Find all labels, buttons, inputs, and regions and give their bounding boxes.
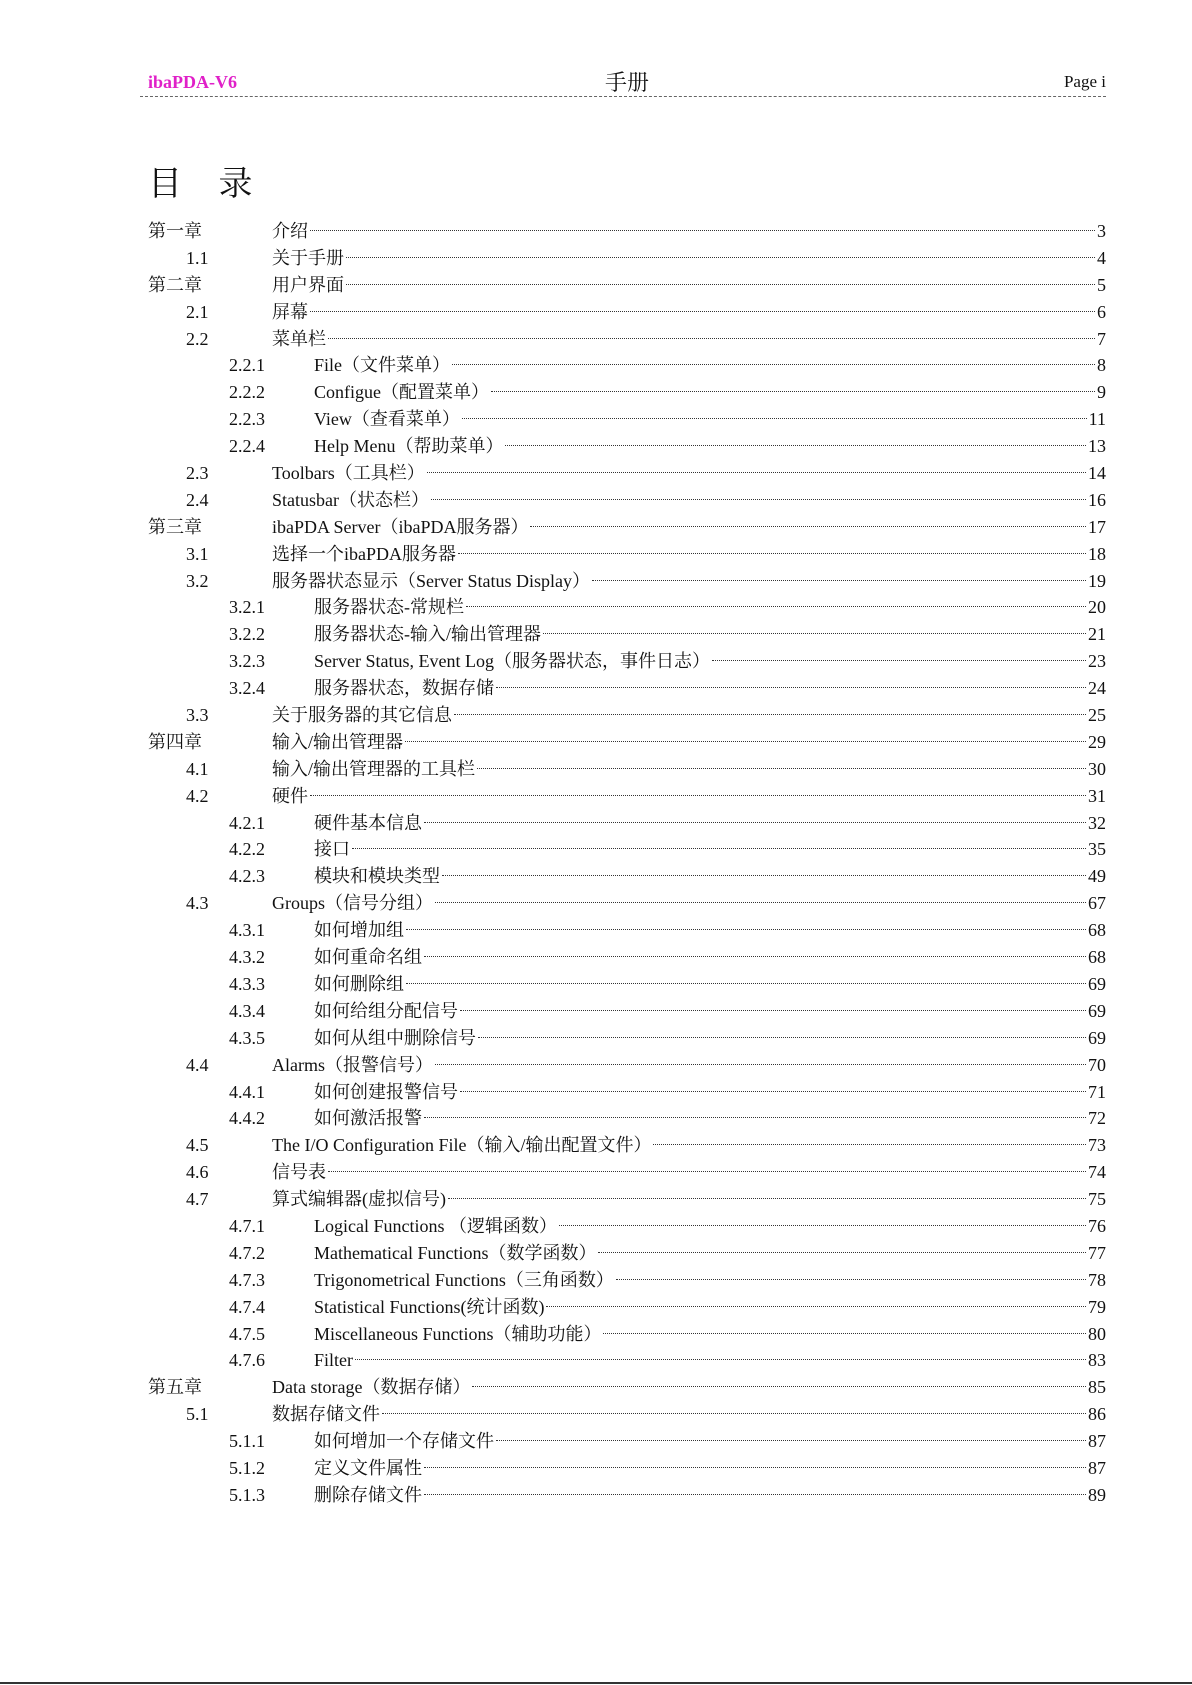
toc-entry-line: [314, 1482, 1106, 1509]
toc-entry-page: 68: [1088, 947, 1106, 968]
toc-entry-title: 模块和模块类型: [314, 866, 440, 887]
toc-entry-line: [314, 352, 1106, 379]
header-manual-title: 手册: [604, 70, 649, 95]
toc-entry-page: 24: [1088, 678, 1106, 699]
toc-entry[interactable]: [0, 487, 1192, 514]
toc-entry-page: 19: [1088, 570, 1106, 591]
toc-entry[interactable]: [0, 541, 1192, 568]
toc-dot-leader: [559, 1225, 1086, 1226]
toc-entry[interactable]: [0, 998, 1192, 1025]
toc-entry[interactable]: [0, 810, 1192, 837]
toc-dot-leader: [427, 472, 1086, 473]
toc-dot-leader: [460, 1010, 1086, 1011]
toc-entry-line: [314, 594, 1106, 621]
toc-entry-page: 75: [1088, 1189, 1106, 1210]
toc-entry-number: 5.1: [186, 1404, 209, 1425]
toc-entry[interactable]: [0, 971, 1192, 998]
toc-entry-page: 16: [1088, 489, 1106, 510]
toc-entry-number: 3.2.1: [229, 597, 265, 618]
toc-entry[interactable]: [0, 1025, 1192, 1052]
toc-entry-number: 第二章: [148, 274, 202, 295]
toc-entry-title: File（文件菜单）: [314, 355, 451, 376]
toc-dot-leader: [442, 875, 1086, 876]
toc-entry-line: [314, 1079, 1106, 1106]
toc-entry-line: [272, 1374, 1106, 1401]
toc-entry[interactable]: [0, 1401, 1192, 1428]
toc-entry-number: 第四章: [148, 731, 202, 752]
toc-entry-title: Statistical Functions(统计函数): [314, 1296, 545, 1317]
toc-dot-leader: [472, 1386, 1086, 1387]
toc-entry-number: 4.7.1: [229, 1215, 265, 1236]
toc-entry-number: 3.1: [186, 543, 209, 564]
toc-entry[interactable]: [0, 1105, 1192, 1132]
toc-dot-leader: [431, 499, 1086, 500]
toc-dot-leader: [452, 364, 1095, 365]
toc-dot-leader: [458, 553, 1086, 554]
toc-dot-leader: [435, 902, 1086, 903]
toc-entry-page: 76: [1088, 1215, 1106, 1236]
toc-dot-leader: [310, 795, 1086, 796]
toc-entry-title: 如何从组中删除信号: [314, 1027, 476, 1048]
toc-entry-page: 73: [1088, 1135, 1106, 1156]
toc-entry[interactable]: [0, 756, 1192, 783]
toc-entry-number: 第一章: [148, 221, 202, 241]
toc-entry-page: 68: [1088, 920, 1106, 941]
toc-entry-number: 4.7.4: [229, 1296, 265, 1317]
toc-entry-page: 80: [1088, 1323, 1106, 1344]
toc-entry-line: [314, 1240, 1106, 1267]
toc-entry-line: [314, 648, 1106, 675]
toc-dot-leader: [653, 1144, 1086, 1145]
toc-entry[interactable]: [0, 326, 1192, 353]
toc-entry-line: [272, 245, 1106, 272]
toc-entry-number: 4.3.4: [229, 1000, 265, 1021]
toc-entry-line: [272, 729, 1106, 756]
toc-dot-leader: [424, 1117, 1086, 1118]
toc-entry-title: 如何激活报警: [314, 1108, 422, 1129]
toc-entry[interactable]: [0, 1294, 1192, 1321]
toc-entry-number: 4.3.2: [229, 947, 265, 968]
toc-dot-leader: [406, 983, 1086, 984]
toc-entry-title: Mathematical Functions（数学函数）: [314, 1242, 597, 1263]
toc-entry[interactable]: [0, 1240, 1192, 1267]
toc-entry-number: 4.7.5: [229, 1323, 265, 1344]
toc-entry-line: [314, 675, 1106, 702]
toc-dot-leader: [546, 1306, 1086, 1307]
toc-dot-leader: [346, 284, 1095, 285]
toc-entry-line: [272, 702, 1106, 729]
toc-entry-number: 2.3: [186, 463, 209, 484]
toc-entry-line: [314, 1455, 1106, 1482]
toc-entry-page: 20: [1088, 597, 1106, 618]
toc-entry[interactable]: [0, 675, 1192, 702]
toc-entry-number: 4.7.2: [229, 1242, 265, 1263]
toc-entry-number: 4.2.2: [229, 839, 265, 860]
toc-entry[interactable]: [0, 783, 1192, 810]
toc-entry-line: [314, 1294, 1106, 1321]
toc-entry-page: 79: [1088, 1296, 1106, 1317]
toc-entry-line: [314, 917, 1106, 944]
toc-entry-number: 4.7: [186, 1189, 209, 1210]
toc-entry-page: 29: [1088, 731, 1106, 752]
toc-dot-leader: [462, 418, 1087, 419]
toc-dot-leader: [355, 1359, 1086, 1360]
toc-entry[interactable]: [0, 1347, 1192, 1374]
toc-entry-title: 用户界面: [272, 274, 344, 295]
toc-entry-title: Alarms（报警信号）: [272, 1054, 433, 1075]
toc-dot-leader: [454, 714, 1086, 715]
toc-entry-page: 69: [1088, 1000, 1106, 1021]
toc-entry-line: [272, 487, 1106, 514]
toc-entry-title: 硬件基本信息: [314, 812, 422, 833]
toc-entry-page: 35: [1088, 839, 1106, 860]
toc-entry-line: [272, 514, 1106, 541]
toc-entry-page: 23: [1088, 651, 1106, 672]
toc-entry-line: [314, 379, 1106, 406]
toc-entry-line: [314, 836, 1106, 863]
toc-entry-number: 4.3.3: [229, 973, 265, 994]
toc-dot-leader: [382, 1413, 1086, 1414]
toc-entry-number: 1.1: [186, 247, 209, 268]
toc-entry-number: 5.1.2: [229, 1457, 265, 1478]
toc-entry[interactable]: [0, 460, 1192, 487]
toc-entry-title: 服务器状态，数据存储: [314, 678, 494, 699]
toc-entry-title: 关于服务器的其它信息: [272, 705, 452, 726]
toc-dot-leader: [424, 1494, 1086, 1495]
toc-dot-leader: [712, 660, 1086, 661]
toc-entry[interactable]: [0, 594, 1192, 621]
toc-entry[interactable]: [0, 836, 1192, 863]
toc-entry-title: 数据存储文件: [272, 1404, 380, 1425]
toc-entry-page: 11: [1088, 409, 1106, 430]
toc-entry[interactable]: [0, 1132, 1192, 1159]
toc-entry-title: Configue（配置菜单）: [314, 382, 489, 403]
toc-entry[interactable]: [0, 568, 1192, 595]
toc-dot-leader: [310, 230, 1095, 231]
toc-entry-number: 3.2: [186, 570, 209, 591]
toc-dot-leader: [352, 848, 1086, 849]
toc-entry-line: [272, 299, 1106, 326]
toc-entry[interactable]: [0, 272, 1192, 299]
toc-entry-number: 3.3: [186, 705, 209, 726]
toc-dot-leader: [405, 741, 1086, 742]
toc-entry-number: 2.1: [186, 301, 209, 322]
toc-entry-number: 3.2.2: [229, 624, 265, 645]
header-product-name: ibaPDA-V6: [148, 72, 237, 92]
toc-entry[interactable]: [0, 1428, 1192, 1455]
toc-entry-title: 服务器状态-常规栏: [314, 597, 464, 618]
toc-entry[interactable]: [0, 352, 1192, 379]
toc-dot-leader: [477, 768, 1086, 769]
toc-entry[interactable]: [0, 1079, 1192, 1106]
toc-entry-title: 算式编辑器(虚拟信号): [272, 1189, 446, 1210]
toc-entry-line: [272, 890, 1106, 917]
toc-entry-line: [272, 568, 1106, 595]
toc-entry[interactable]: [0, 890, 1192, 917]
toc-dot-leader: [346, 257, 1095, 258]
toc-entry-line: [272, 756, 1106, 783]
toc-entry-number: 4.4.1: [229, 1081, 265, 1102]
toc-entry[interactable]: [0, 1267, 1192, 1294]
toc-entry-title: Trigonometrical Functions（三角函数）: [314, 1269, 614, 1290]
toc-entry-page: 69: [1088, 1027, 1106, 1048]
toc-entry-line: [314, 1321, 1106, 1348]
toc-entry[interactable]: [0, 702, 1192, 729]
toc-entry-title: 输入/输出管理器: [272, 731, 404, 752]
toc-entry-number: 2.2.1: [229, 355, 265, 376]
page-header: [148, 64, 1106, 98]
toc-entry-title: 选择一个ibaPDA服务器: [272, 543, 456, 564]
toc-entry-title: 介绍: [272, 221, 308, 241]
toc-dot-leader: [424, 822, 1086, 823]
toc-entry-title: 关于手册: [272, 247, 344, 268]
toc-entry-title: Groups（信号分组）: [272, 893, 433, 914]
toc-entry-page: 67: [1088, 893, 1106, 914]
toc-entry-number: 4.2.3: [229, 866, 265, 887]
toc-entry-number: 5.1.1: [229, 1431, 265, 1452]
toc-entry[interactable]: [0, 1482, 1192, 1509]
toc-entry-page: 70: [1088, 1054, 1106, 1075]
toc-entry-page: 31: [1088, 785, 1106, 806]
toc-dot-leader: [598, 1252, 1086, 1253]
toc-entry-line: [272, 1186, 1106, 1213]
toc-dot-leader: [491, 391, 1095, 392]
toc-entry-page: 13: [1088, 436, 1106, 457]
toc-dot-leader: [505, 445, 1086, 446]
toc-entry-page: 9: [1097, 382, 1106, 403]
toc-entry-line: [314, 1025, 1106, 1052]
toc-entry-number: 第三章: [148, 516, 202, 537]
toc-entry-title: 接口: [314, 839, 350, 860]
toc-entry-line: [314, 944, 1106, 971]
toc-entry-title: ibaPDA Server（ibaPDA服务器）: [272, 516, 529, 537]
toc-entry-title: 删除存储文件: [314, 1484, 422, 1505]
toc-dot-leader: [530, 526, 1086, 527]
toc-entry-number: 5.1.3: [229, 1484, 265, 1505]
toc-entry[interactable]: [0, 1321, 1192, 1348]
toc-dot-leader: [478, 1037, 1086, 1038]
toc-title: 目 录: [148, 166, 267, 203]
toc-entry-page: 49: [1088, 866, 1106, 887]
toc-entry-title: Help Menu（帮助菜单）: [314, 436, 504, 457]
toc-entry-page: 74: [1088, 1162, 1106, 1183]
toc-entry-page: 6: [1097, 301, 1106, 322]
toc-entry-title: 如何创建报警信号: [314, 1081, 458, 1102]
toc-entry-page: 72: [1088, 1108, 1106, 1129]
toc-entry-number: 4.3.1: [229, 920, 265, 941]
toc-entry-number: 4.3.5: [229, 1027, 265, 1048]
toc-entry-line: [314, 1213, 1106, 1240]
toc-dot-leader: [496, 687, 1086, 688]
toc-dot-leader: [496, 1440, 1086, 1441]
toc-entry-line: [272, 218, 1106, 245]
toc-entry-page: 14: [1088, 463, 1106, 484]
page-bottom-border: [0, 1682, 1192, 1684]
toc-entry-line: [272, 1401, 1106, 1428]
toc-entry-page: 4: [1097, 247, 1106, 268]
toc-entry-line: [314, 863, 1106, 890]
toc-entry[interactable]: [0, 1374, 1192, 1401]
toc-entry-number: 4.3: [186, 893, 209, 914]
toc-entry[interactable]: [0, 379, 1192, 406]
toc-entry-page: 69: [1088, 973, 1106, 994]
toc-entry[interactable]: [0, 218, 1192, 245]
toc-entry-title: 屏幕: [272, 301, 308, 322]
toc-entry-number: 4.7.3: [229, 1269, 265, 1290]
toc-dot-leader: [466, 606, 1086, 607]
toc-entry-title: Server Status, Event Log（服务器状态，事件日志）: [314, 651, 710, 672]
toc-entry-line: [314, 406, 1106, 433]
toc-entry-title: View（查看菜单）: [314, 409, 460, 430]
toc-entry[interactable]: [0, 863, 1192, 890]
toc-entry[interactable]: [0, 648, 1192, 675]
toc-entry-line: [314, 1267, 1106, 1294]
toc-entry-title: 如何重命名组: [314, 947, 422, 968]
toc-entry-line: [272, 272, 1106, 299]
toc-entry[interactable]: [0, 1052, 1192, 1079]
toc-entry-title: 如何增加一个存储文件: [314, 1431, 494, 1452]
toc-entry-page: 17: [1088, 516, 1106, 537]
toc-entry[interactable]: [0, 245, 1192, 272]
toc-entry-number: 4.4: [186, 1054, 209, 1075]
toc-dot-leader: [424, 1467, 1086, 1468]
toc-entry-number: 2.2.3: [229, 409, 265, 430]
toc-entry-title: 服务器状态显示（Server Status Display）: [272, 570, 590, 591]
toc-entry-title: 定义文件属性: [314, 1457, 422, 1478]
toc-dot-leader: [448, 1198, 1086, 1199]
toc-entry-line: [314, 998, 1106, 1025]
toc-entry[interactable]: [0, 917, 1192, 944]
toc-entry-title: 信号表: [272, 1162, 326, 1183]
toc-entry-number: 4.4.2: [229, 1108, 265, 1129]
toc-dot-leader: [603, 1333, 1086, 1334]
table-of-contents: [0, 218, 1192, 1509]
toc-entry-title: Logical Functions （逻辑函数）: [314, 1215, 557, 1236]
toc-entry-number: 4.6: [186, 1162, 209, 1183]
toc-entry-title: 菜单栏: [272, 328, 326, 349]
toc-dot-leader: [592, 580, 1086, 581]
toc-entry-title: 如何增加组: [314, 920, 404, 941]
toc-dot-leader: [406, 929, 1086, 930]
toc-entry-page: 5: [1097, 274, 1106, 295]
toc-entry[interactable]: [0, 944, 1192, 971]
toc-entry-line: [314, 971, 1106, 998]
toc-entry-line: [314, 433, 1106, 460]
toc-entry-line: [272, 783, 1106, 810]
toc-entry-page: 8: [1097, 355, 1106, 376]
toc-entry-page: 25: [1088, 705, 1106, 726]
header-divider: [140, 96, 1106, 97]
toc-entry-number: 3.2.3: [229, 651, 265, 672]
toc-entry-number: 2.2.4: [229, 436, 265, 457]
toc-entry-page: 78: [1088, 1269, 1106, 1290]
toc-entry-line: [314, 1105, 1106, 1132]
toc-entry-page: 83: [1088, 1350, 1106, 1371]
toc-entry-page: 7: [1097, 328, 1106, 349]
toc-entry-number: 第五章: [148, 1377, 202, 1398]
toc-entry-line: [272, 541, 1106, 568]
toc-entry[interactable]: [0, 299, 1192, 326]
toc-entry-title: 服务器状态-输入/输出管理器: [314, 624, 541, 645]
toc-entry-title: Toolbars（工具栏）: [272, 463, 425, 484]
toc-entry[interactable]: [0, 514, 1192, 541]
toc-entry-number: 2.4: [186, 489, 209, 510]
toc-entry-line: [314, 1428, 1106, 1455]
toc-entry-line: [272, 1159, 1106, 1186]
toc-entry[interactable]: [0, 1159, 1192, 1186]
toc-entry-number: 4.7.6: [229, 1350, 265, 1371]
toc-entry-line: [314, 810, 1106, 837]
toc-dot-leader: [460, 1091, 1086, 1092]
toc-entry-page: 18: [1088, 543, 1106, 564]
toc-entry-page: 32: [1088, 812, 1106, 833]
toc-entry-title: 硬件: [272, 785, 308, 806]
toc-dot-leader: [435, 1064, 1086, 1065]
toc-entry-number: 4.5: [186, 1135, 209, 1156]
toc-dot-leader: [543, 633, 1086, 634]
toc-entry-title: 输入/输出管理器的工具栏: [272, 758, 475, 779]
toc-entry-title: The I/O Configuration File（输入/输出配置文件）: [272, 1135, 652, 1156]
toc-entry-title: Data storage（数据存储）: [272, 1377, 471, 1398]
toc-entry-number: 3.2.4: [229, 678, 265, 699]
toc-entry-page: 87: [1088, 1431, 1106, 1452]
toc-entry-page: 21: [1088, 624, 1106, 645]
toc-entry-page: 3: [1097, 221, 1106, 241]
toc-entry-number: 4.2.1: [229, 812, 265, 833]
toc-entry-number: 2.2.2: [229, 382, 265, 403]
toc-entry-title: Miscellaneous Functions（辅助功能）: [314, 1323, 602, 1344]
toc-dot-leader: [424, 956, 1086, 957]
toc-entry-number: 4.1: [186, 758, 209, 779]
toc-dot-leader: [616, 1279, 1086, 1280]
toc-entry[interactable]: [0, 433, 1192, 460]
toc-entry[interactable]: [0, 1186, 1192, 1213]
toc-entry-line: [272, 326, 1106, 353]
toc-entry-title: 如何给组分配信号: [314, 1000, 458, 1021]
toc-entry-page: 86: [1088, 1404, 1106, 1425]
toc-entry-title: 如何删除组: [314, 973, 404, 994]
toc-entry-page: 30: [1088, 758, 1106, 779]
toc-entry-page: 87: [1088, 1457, 1106, 1478]
toc-dot-leader: [310, 311, 1095, 312]
toc-entry[interactable]: [0, 621, 1192, 648]
toc-entry-line: [314, 621, 1106, 648]
toc-dot-leader: [328, 1171, 1086, 1172]
toc-entry-line: [314, 1347, 1106, 1374]
header-page-number: Page i: [1063, 72, 1106, 91]
toc-entry[interactable]: [0, 406, 1192, 433]
toc-entry-page: 71: [1088, 1081, 1106, 1102]
toc-entry[interactable]: [0, 729, 1192, 756]
toc-entry-number: 2.2: [186, 328, 209, 349]
toc-entry-title: Filter: [314, 1350, 353, 1371]
toc-entry-page: 85: [1088, 1377, 1106, 1398]
toc-entry[interactable]: [0, 1213, 1192, 1240]
toc-entry[interactable]: [0, 1455, 1192, 1482]
toc-entry-line: [272, 1132, 1106, 1159]
toc-entry-title: Statusbar（状态栏）: [272, 489, 429, 510]
toc-entry-page: 77: [1088, 1242, 1106, 1263]
toc-entry-number: 4.2: [186, 785, 209, 806]
toc-dot-leader: [328, 338, 1095, 339]
toc-entry-page: 89: [1088, 1484, 1106, 1505]
toc-entry-line: [272, 1052, 1106, 1079]
toc-entry-line: [272, 460, 1106, 487]
